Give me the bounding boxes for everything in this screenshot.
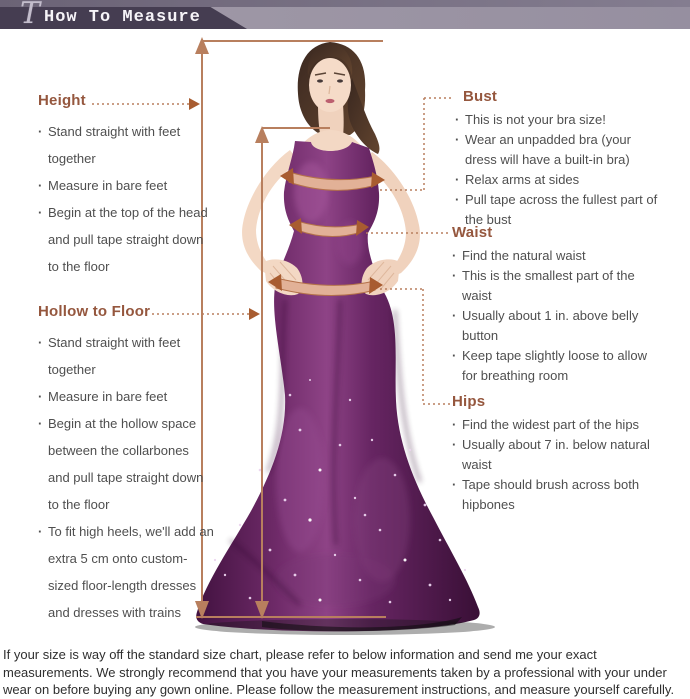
- section-height: [38, 92, 208, 280]
- height-bullet-list: [38, 118, 208, 280]
- list-item: · Measure in bare feet: [38, 172, 208, 199]
- section-hollow-to-floor: [38, 303, 214, 626]
- model-lips: [326, 99, 335, 103]
- model-figure: [195, 42, 495, 635]
- section-bust: [455, 88, 660, 230]
- list-item: · This is the smallest part of the waist: [452, 266, 664, 306]
- list-item: · Begin at the hollow space between the collarbones and pull tape straight down to the floor: [38, 410, 214, 518]
- list-item: · Usually about 1 in. above belly button: [452, 306, 664, 346]
- list-item: · Usually about 7 in. below natural waist: [452, 435, 657, 475]
- section-title-height: Height: [38, 92, 86, 109]
- section-waist: [452, 224, 664, 386]
- section-title-hollow-to-floor: Hollow to Floor: [38, 303, 151, 320]
- height-up-arrow: [195, 37, 209, 54]
- list-item: · To fit high heels, we'll add an extra 5 cm onto custom-sized floor-length dresses and dresses with trains: [38, 518, 214, 626]
- hollow-leader-arrow: [249, 308, 260, 320]
- bust-bullet-list: [455, 110, 660, 230]
- list-item: · This is not your bra size!: [455, 110, 660, 130]
- model-left-eye: [317, 79, 323, 82]
- list-item: · Stand straight with feet together: [38, 118, 208, 172]
- list-item: · Keep tape slightly loose to allow for breathing room: [452, 346, 664, 386]
- section-hips: [452, 393, 657, 515]
- script-letter-icon: T: [20, 0, 41, 31]
- hollow-bullet-list: [38, 329, 214, 626]
- footer-note: If your size is way off the standard size chart, please refer to below information and send me your exact measurements. We strongly recommend that you have your measurements taken by a professional with your under wear on before buying any gown online. Please follow the measurement instructions, and measure yourself carefully.: [3, 647, 675, 697]
- section-title-waist: Waist: [452, 224, 493, 241]
- hips-bullet-list: [452, 415, 657, 515]
- list-item: · Measure in bare feet: [38, 383, 214, 410]
- model-face: [309, 58, 351, 112]
- list-item: · Relax arms at sides: [455, 170, 660, 190]
- waist-bullet-list: [452, 246, 664, 386]
- section-title-bust: Bust: [463, 88, 498, 105]
- list-item: · Find the natural waist: [452, 246, 664, 266]
- list-item: · Wear an unpadded bra (your dress will have a built-in bra): [455, 130, 660, 170]
- list-item: · Tape should brush across both hipbones: [452, 475, 657, 515]
- list-item: · Find the widest part of the hips: [452, 415, 657, 435]
- list-item: · Begin at the top of the head and pull tape straight down to the floor: [38, 199, 208, 280]
- list-item: · Pull tape across the fullest part of the bust: [455, 190, 660, 230]
- list-item: · Stand straight with feet together: [38, 329, 214, 383]
- section-title-hips: Hips: [452, 393, 486, 410]
- page-title: How To Measure: [44, 8, 201, 27]
- model-right-eye: [337, 79, 343, 82]
